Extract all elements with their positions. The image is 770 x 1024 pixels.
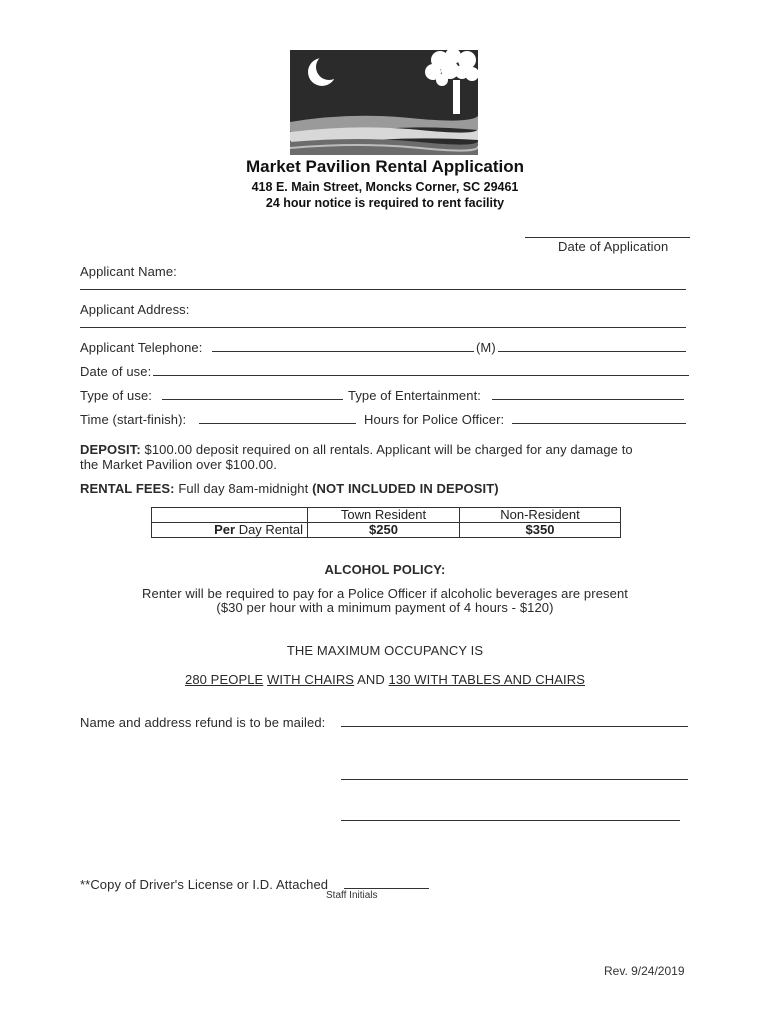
date-of-use-field[interactable] bbox=[153, 375, 689, 376]
time-field[interactable] bbox=[199, 423, 356, 424]
occupancy-people: 280 PEOPLE bbox=[184, 672, 264, 687]
staff-initials-label: Staff Initials bbox=[326, 890, 378, 901]
license-label: **Copy of Driver's License or I.D. Attached bbox=[80, 877, 329, 892]
non-resident-price: $350 bbox=[460, 523, 621, 538]
refund-name-field[interactable] bbox=[341, 726, 688, 727]
time-label: Time (start-finish): bbox=[80, 412, 187, 427]
rental-fees-paragraph bbox=[80, 481, 499, 496]
deposit-label: DEPOSIT: bbox=[80, 442, 141, 457]
mobile-field[interactable] bbox=[498, 351, 686, 352]
deposit-text-line2: the Market Pavilion over $100.00. bbox=[80, 457, 277, 472]
refund-address-field-2[interactable] bbox=[341, 820, 680, 821]
per-day-label-bold: Per bbox=[214, 522, 236, 537]
refund-label: Name and address refund is to be mailed: bbox=[80, 715, 326, 730]
mobile-label: (M) bbox=[476, 340, 496, 355]
type-of-entertainment-label: Type of Entertainment: bbox=[348, 388, 481, 403]
rental-fees-table bbox=[151, 507, 621, 538]
staff-initials-field[interactable] bbox=[344, 888, 429, 889]
date-of-application-field[interactable] bbox=[525, 237, 690, 238]
applicant-telephone-field[interactable] bbox=[212, 351, 474, 352]
occupancy-tables: 130 WITH TABLES AND CHAIRS bbox=[388, 672, 585, 687]
town-resident-price: $250 bbox=[308, 523, 460, 538]
revision-date: Rev. 9/24/2019 bbox=[604, 964, 685, 978]
alcohol-policy-line1: Renter will be required to pay for a Police Officer if alcoholic beverages are present bbox=[142, 586, 628, 601]
table-row bbox=[152, 523, 621, 538]
table-header-cell: Non-Resident bbox=[460, 508, 621, 523]
applicant-name-field[interactable] bbox=[80, 289, 686, 290]
hours-police-label: Hours for Police Officer: bbox=[364, 412, 505, 427]
per-day-rental-cell bbox=[152, 523, 308, 538]
moncks-corner-logo bbox=[290, 50, 478, 155]
deposit-paragraph bbox=[80, 442, 700, 457]
type-of-use-field[interactable] bbox=[162, 399, 343, 400]
applicant-address-field[interactable] bbox=[80, 327, 686, 328]
occupancy-with-chairs: WITH CHAIRS bbox=[267, 672, 355, 687]
type-of-use-label: Type of use: bbox=[80, 388, 153, 403]
date-of-application-label: Date of Application bbox=[558, 239, 669, 254]
applicant-name-label: Applicant Name: bbox=[80, 264, 177, 279]
date-of-use-label: Date of use: bbox=[80, 364, 152, 379]
type-of-entertainment-field[interactable] bbox=[492, 399, 684, 400]
rental-fees-label: RENTAL FEES: bbox=[80, 481, 175, 496]
facility-address: 418 E. Main Street, Moncks Corner, SC 29461 bbox=[251, 180, 519, 194]
deposit-text-line1: $100.00 deposit required on all rentals. Applicant will be charged for any damage to bbox=[144, 442, 633, 457]
per-day-label-rest: Day Rental bbox=[238, 522, 303, 537]
rental-fees-note: (NOT INCLUDED IN DEPOSIT) bbox=[312, 481, 499, 496]
hours-police-field[interactable] bbox=[512, 423, 686, 424]
alcohol-policy-line2: ($30 per hour with a minimum payment of 4 hours - $120) bbox=[216, 600, 554, 615]
applicant-telephone-label: Applicant Telephone: bbox=[80, 340, 203, 355]
notice-text: 24 hour notice is required to rent facility bbox=[265, 196, 505, 210]
alcohol-policy-title: ALCOHOL POLICY: bbox=[324, 562, 446, 577]
occupancy-heading: THE MAXIMUM OCCUPANCY IS bbox=[286, 643, 484, 658]
table-header-cell bbox=[152, 508, 308, 523]
occupancy-details bbox=[0, 672, 770, 687]
refund-address-field-1[interactable] bbox=[341, 779, 688, 780]
rental-fees-text: Full day 8am-midnight bbox=[178, 481, 309, 496]
page-title: Market Pavilion Rental Application bbox=[245, 157, 525, 176]
table-header-cell: Town Resident bbox=[308, 508, 460, 523]
applicant-address-label: Applicant Address: bbox=[80, 302, 190, 317]
logo-graphic bbox=[290, 50, 478, 155]
occupancy-and: AND bbox=[357, 672, 385, 687]
table-header-row bbox=[152, 508, 621, 523]
